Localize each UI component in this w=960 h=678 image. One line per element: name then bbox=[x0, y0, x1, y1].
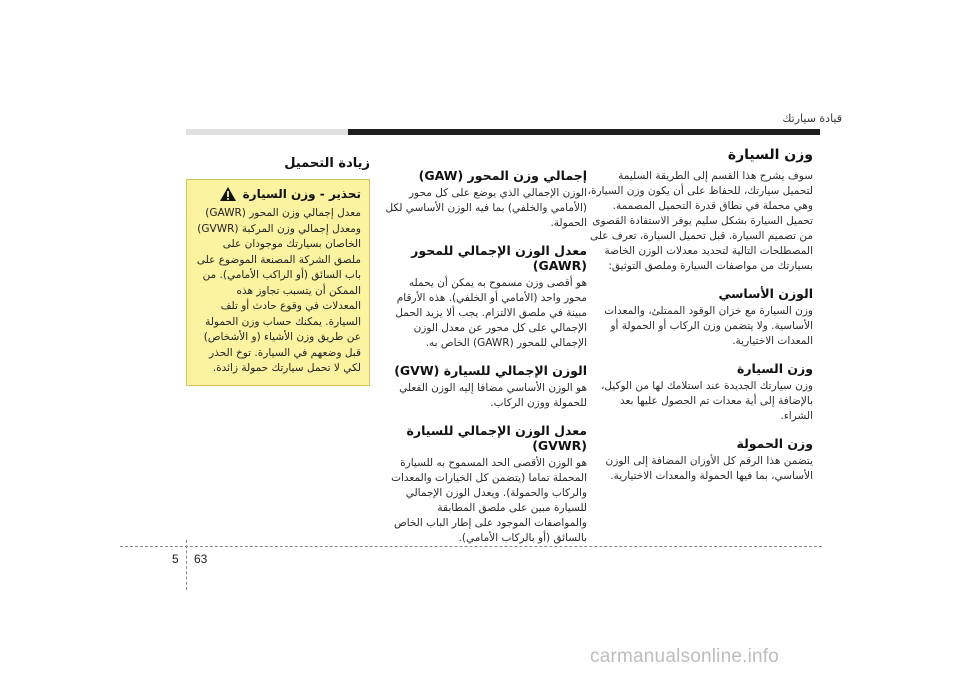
subheading-gvwr: معدل الوزن الإجمالي للسيارة (GVWR) bbox=[406, 423, 587, 453]
base-curb-weight-text: وزن السيارة مع خزان الوقود الممتلئ، والمعدات الأساسية. ولا يتضمن وزن الركاب أو الحمولة أو المعدات الاختيارية. bbox=[604, 305, 813, 347]
warning-body: معدل إجمالي وزن المحور (GAWR) ومعدل إجمالي وزن المركبة (GVWR) الخاصان بسيارتك موجودان على ملصق الشركة المصنعة الموضوع على باب السائق (أو الراكب الأمامي). من الممكن أن يتسبب تجاوز هذه المعدلات في وقوع حادث أو تلف السيارة. يمكنك حساب وزن الحمولة عن طريق وزن الأشياء (و الأشخاص) قبل وضعهم في السيارة. توخ الحذر لكي لا تحمل سيارتك حمولة زائدة. bbox=[196, 207, 361, 374]
subheading-cargo-weight: وزن الحمولة bbox=[736, 436, 813, 451]
warning-title: تحذير - وزن السيارة bbox=[242, 186, 361, 201]
page-header-title: قيادة سيارتك bbox=[782, 112, 842, 125]
column-axle-weights bbox=[383, 168, 587, 546]
vehicle-curb-weight-text: وزن سيارتك الجديدة عند استلامك لها من الوكيل، بالإضافة إلى أية معدات تم الحصول عليها بعد الشراء. bbox=[600, 380, 813, 422]
warning-triangle-icon bbox=[219, 186, 237, 202]
cargo-weight-text: يتضمن هذا الرقم كل الأوزان المضافة إلى الوزن الأساسي، بما فيها الحمولة والمعدات الاختيارية. bbox=[605, 455, 813, 482]
subheading-base-curb-weight: الوزن الأساسي bbox=[718, 286, 813, 301]
vehicle-weight-intro: سوف يشرح هذا القسم إلى الطريقة السليمة لتحميل سيارتك، للحفاظ على أن يكون وزن السيارة، وهي محملة في نطاق قدرة التحميل المصممة. تحميل السيارة بشكل سليم يوفر الاستفادة القصوى من تصميم السيارة. قبل تحميل السيارة، تعرف على المصطلحات التالية لتحديد معدلات الوزن الخاصة بسيارتك من مواصفات السيارة وملصق التوثيق: bbox=[587, 170, 813, 272]
section-number: 5 bbox=[172, 552, 179, 566]
footer-divider bbox=[186, 540, 187, 590]
warning-header bbox=[195, 186, 361, 202]
header-rule-dark bbox=[348, 129, 820, 135]
watermark: carmanualsonline.info bbox=[590, 646, 780, 667]
column-overloading bbox=[186, 156, 370, 386]
subheading-gawr: معدل الوزن الإجمالي للمحور (GAWR) bbox=[411, 243, 587, 273]
gvwr-text: هو الوزن الأقصى الحد المسموح به للسيارة المحملة تماما (يتضمن كل الخيارات والمعدات والركاب والحمولة). ويعدل الوزن الإجمالي للسيارة مبين على ملصق المطابقة والمواصفات الموجود على إطار الباب الخاص بالسائق (أو بالركاب الأمامي). bbox=[391, 457, 587, 544]
gaw-text: الوزن الإجمالي الذي يوضع على كل محور (الأمامي والخلفي) بما فيه الوزن الأساسي لكل الحمولة. bbox=[385, 187, 587, 229]
column-vehicle-weight bbox=[585, 148, 813, 484]
section-title-overloading: زيادة التحميل bbox=[284, 156, 370, 171]
header-rule bbox=[186, 129, 820, 135]
gawr-text: هو أقصى وزن مسموح به يمكن أن يحمله محور واحد (الأمامي أو الخلفي). هذه الأرقام مبينة في ملصق الالتزام. يجب ألا يزيد الحمل الإجمالي على كل محور عن معدل الوزن الإجمالي للمحور (GAWR) الخاص به. bbox=[395, 277, 587, 349]
subheading-gvw: الوزن الإجمالي للسيارة (GVW) bbox=[394, 363, 587, 378]
gvw-text: هو الوزن الأساسي مضافا إليه الوزن الفعلي للحمولة ووزن الركاب. bbox=[399, 382, 587, 409]
subheading-vehicle-curb-weight: وزن السيارة bbox=[736, 361, 813, 376]
section-title-vehicle-weight: وزن السيارة bbox=[727, 147, 813, 163]
footer-rule bbox=[120, 546, 822, 547]
subheading-gaw: إجمالي وزن المحور (GAW) bbox=[418, 168, 587, 183]
page-number-value: 63 bbox=[194, 552, 208, 566]
warning-box bbox=[186, 179, 370, 386]
